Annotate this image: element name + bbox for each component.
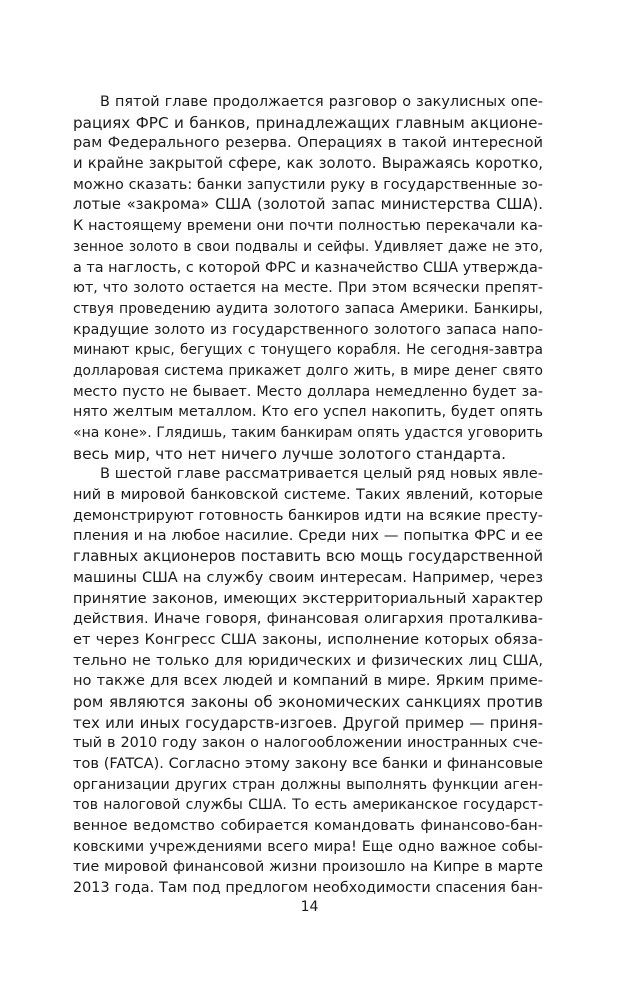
text-line: венное ведомство собирается командовать финансово-бан- (73, 817, 543, 835)
page-number: 14 (300, 899, 319, 915)
text-line: место пусто не бывает. Место доллара немедленно будет за- (73, 383, 543, 400)
text-line: долларовая система прикажет долго жить, в мире денег свято (73, 362, 543, 379)
text-line: ковскими учреждениями всего мира! Еще одно важное собы- (73, 838, 543, 855)
text-line: главных акционеров поставить всю мощь государственной (73, 548, 543, 566)
text-line: лотые «закрома» США (золотой запас министерства США). (73, 196, 543, 214)
text-line: а та наглость, с которой ФРС и казначейство США утверждa- (73, 259, 543, 276)
text-line: ром являются законы об экономических санкциях против (73, 692, 543, 711)
text-line: принятие законов, имеющих экстерриториальный характер (73, 589, 543, 607)
text-line: рациях ФРС и банков, принадлежащих главным акционе- (73, 113, 543, 132)
text-line: зенное золото в свои подвалы и сейфы. Удивляет даже не это, (73, 238, 543, 255)
text-line: В шестой главе рассматривается целый ряд новых явле- (100, 465, 543, 483)
text-line: тех или иных государств-изгоев. Другой пример — приня- (73, 713, 543, 732)
text-line: тов (FATCA). Согласно этому закону все банки и финансовые (73, 755, 543, 772)
text-line: демонстрируют готовность банкиров идти на всякие престу- (73, 507, 543, 524)
text-line: крадущие золото из государственного золотого запаса напо- (73, 321, 543, 338)
paragraph (73, 464, 543, 898)
body-text (73, 92, 543, 899)
text-line: и крайне закрытой сфере, как золото. Выражаясь коротко, (73, 155, 543, 173)
text-line: ствуя проведению аудита золотого запаса Америки. Банкиры, (73, 300, 543, 317)
text-line: но также для всех людей и компаний в мире. Ярким приме- (73, 672, 543, 690)
text-line: весь мир, что нет ничего лучше золотого стандарта. (73, 444, 507, 463)
text-line: 2013 года. Там под предлогом необходимости спасения бан- (73, 880, 543, 897)
text-line: тов налоговой службы США. То есть американское государст- (73, 797, 543, 814)
paragraph (73, 92, 543, 464)
text-line: тие мировой финансовой жизни произошло на Кипре в марте (73, 859, 543, 876)
text-line: тельно не только для юридических и физических лиц США, (73, 651, 543, 669)
text-line: нято желтым металлом. Кто его успел накопить, будет опять (73, 404, 543, 421)
text-line: действия. Иначе говоря, финансовая олигархия проталкива- (73, 611, 543, 628)
text-line: организации других стран должны выполнять функции аген- (73, 776, 543, 793)
text-line: «на коне». Глядишь, таким банкирам опять удастся уговорить (73, 425, 543, 441)
text-line: пления и на любое насилие. Среди них — попытка ФРС и ее (73, 527, 543, 545)
text-line: минают крыс, бегущих с тонущего корабля. Не сегодня-завтра (73, 342, 543, 359)
text-line: К настоящему времени они почти полностью перекачали ка- (73, 218, 543, 235)
text-line: тый в 2010 году закон о налогообложении иностранных сче- (73, 735, 543, 752)
text-line: ний в мировой банковской системе. Таких явлений, которые (73, 487, 543, 504)
text-line: можно сказать: банки запустили руку в государственные зо- (73, 176, 543, 193)
text-line: рам Федерального резерва. Операциях в такой интересной (73, 134, 543, 152)
text-line: ют, что золото остается на месте. При этом всячески препят- (73, 280, 543, 297)
text-line: В пятой главе продолжается разговор о закулисных опе- (100, 94, 543, 110)
text-line: ет через Конгресс США законы, исполнение которых обяза- (73, 630, 543, 648)
text-line: машины США на службу своим интересам. Например, через (73, 568, 543, 586)
